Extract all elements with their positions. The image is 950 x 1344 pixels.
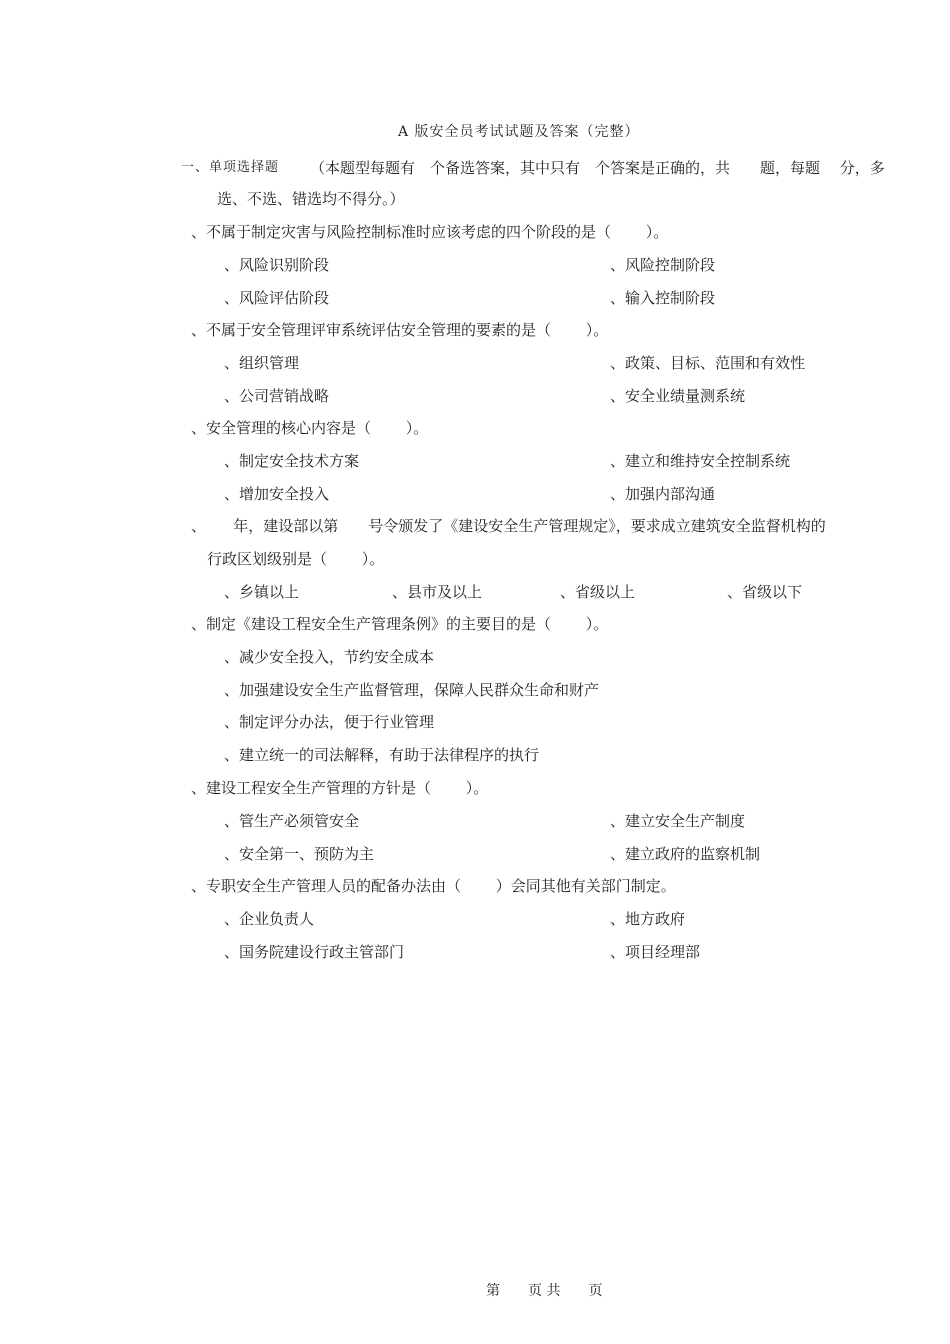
question-3-option-d: 、加强内部沟通	[610, 485, 716, 503]
page-footer: 第 页 共 页	[486, 1283, 603, 1299]
question-3-option-b: 、建立和维持安全控制系统	[610, 452, 791, 470]
question-4-stem-cont: 行政区划级别是（ ）。	[207, 550, 385, 568]
section-instructions: （本题型每题有 个备选答案，其中只有 个答案是正确的，共 题，每题 分，多	[310, 159, 885, 177]
question-5-option-a: 、减少安全投入，节约安全成本	[224, 648, 435, 666]
question-2-stem: 、不属于安全管理评审系统评估安全管理的要素的是（ ）。	[191, 321, 609, 339]
question-7-option-d: 、项目经理部	[610, 943, 701, 961]
question-6-stem: 、建设工程安全生产管理的方针是（ ）。	[191, 779, 489, 797]
question-2-option-d: 、安全业绩量测系统	[610, 387, 746, 405]
question-6-option-a: 、管生产必须管安全	[224, 812, 360, 830]
question-1-option-d: 、输入控制阶段	[610, 289, 716, 307]
question-1-option-b: 、风险控制阶段	[610, 256, 716, 274]
question-3-option-c: 、增加安全投入	[224, 485, 330, 503]
document-title: A 版安全员考试试题及答案（完整）	[398, 124, 640, 140]
question-5-option-d: 、建立统一的司法解释，有助于法律程序的执行	[224, 746, 540, 764]
question-6-option-d: 、建立政府的监察机制	[610, 845, 761, 863]
question-5-option-c: 、制定评分办法，便于行业管理	[224, 713, 435, 731]
question-4-option-b: 、县市及以上	[392, 583, 483, 601]
question-2-option-c: 、公司营销战略	[224, 387, 330, 405]
question-2-option-b: 、政策、目标、范围和有效性	[610, 354, 806, 372]
question-7-option-b: 、地方政府	[610, 910, 686, 928]
question-4-stem: 、 年，建设部以第 号令颁发了《建设安全生产管理规定》，要求成立建筑安全监督机构的	[191, 517, 826, 535]
question-4-option-a: 、乡镇以上	[224, 583, 300, 601]
question-4-option-d: 、省级以下	[727, 583, 803, 601]
section-heading: 一、单项选择题	[181, 160, 280, 175]
question-3-option-a: 、制定安全技术方案	[224, 452, 360, 470]
question-7-option-a: 、企业负责人	[224, 910, 315, 928]
question-7-stem: 、专职安全生产管理人员的配备办法由（ ）会同其他有关部门制定。	[191, 877, 676, 895]
question-2-option-a: 、组织管理	[224, 354, 300, 372]
question-6-option-c: 、安全第一、预防为主	[224, 845, 375, 863]
question-7-option-c: 、国务院建设行政主管部门	[224, 943, 405, 961]
section-instructions-cont: 选、不选、错选均不得分。）	[217, 190, 405, 208]
question-1-option-a: 、风险识别阶段	[224, 256, 330, 274]
question-3-stem: 、安全管理的核心内容是（ ）。	[191, 419, 429, 437]
question-6-option-b: 、建立安全生产制度	[610, 812, 746, 830]
question-1-option-c: 、风险评估阶段	[224, 289, 330, 307]
question-5-option-b: 、加强建设安全生产监督管理，保障人民群众生命和财产	[224, 681, 600, 699]
question-4-option-c: 、省级以上	[560, 583, 636, 601]
question-1-stem: 、不属于制定灾害与风险控制标准时应该考虑的四个阶段的是（ ）。	[191, 223, 669, 241]
question-5-stem: 、制定《建设工程安全生产管理条例》的主要目的是（ ）。	[191, 615, 609, 633]
